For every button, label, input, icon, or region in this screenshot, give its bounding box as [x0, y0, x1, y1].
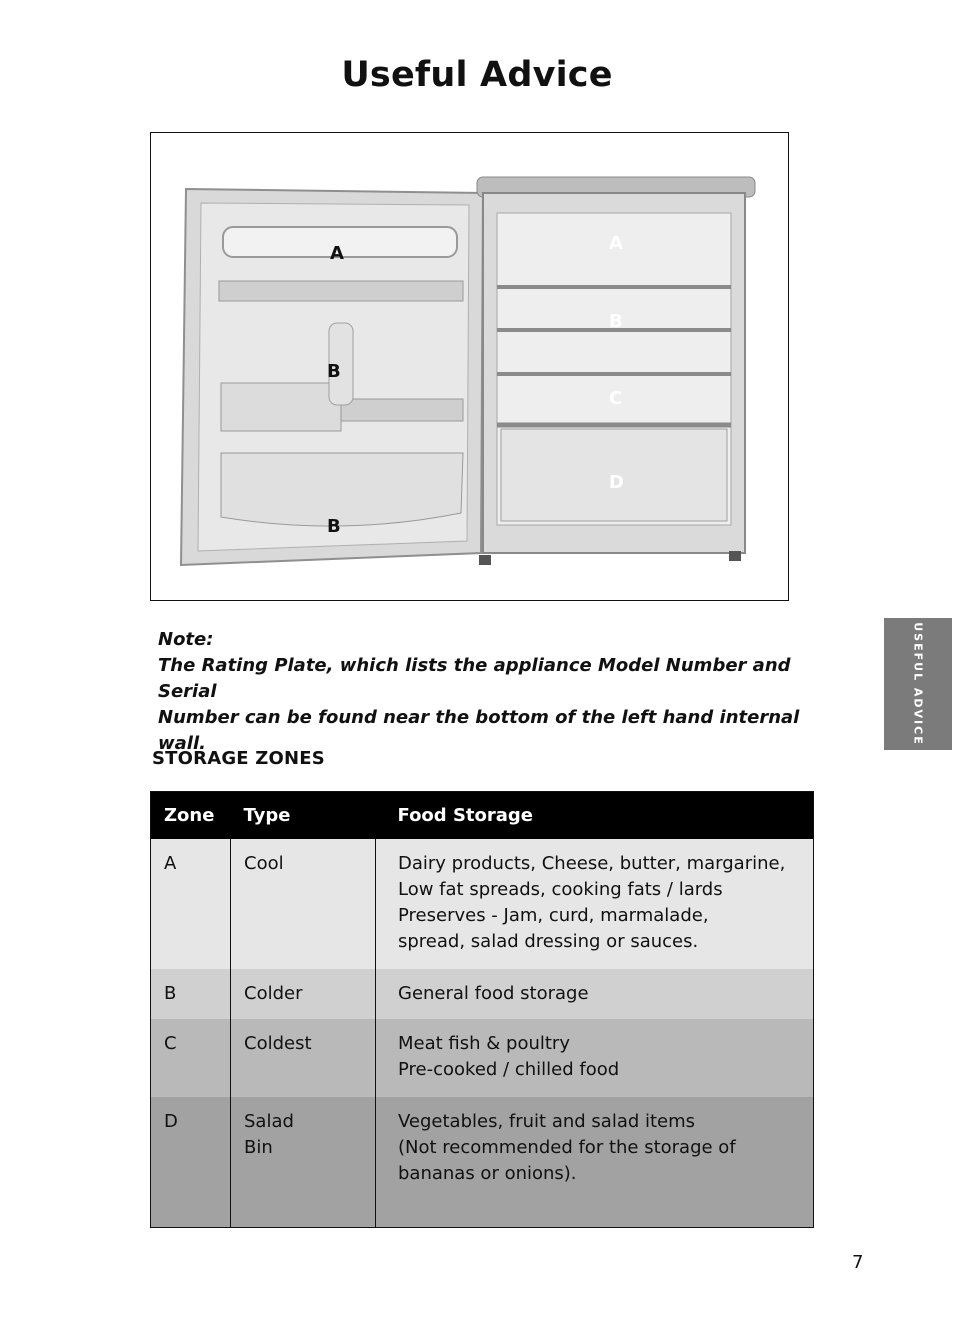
- zone-cell: C: [151, 1019, 231, 1097]
- type-line: Salad: [244, 1111, 294, 1132]
- type-cell: [231, 969, 376, 1019]
- header-food-storage: Food Storage: [376, 792, 814, 840]
- side-tab-label: USEFUL ADVICE: [911, 622, 925, 746]
- food-line: (Not recommended for the storage of: [398, 1137, 736, 1158]
- header-type: Type: [231, 792, 376, 840]
- type-line: Colder: [244, 983, 303, 1004]
- food-line: Low fat spreads, cooking fats / lards: [398, 879, 723, 900]
- food-line: Pre-cooked / chilled food: [398, 1059, 620, 1080]
- door-zone-a-label: A: [330, 243, 344, 264]
- zone-cell: D: [151, 1097, 231, 1228]
- food-line: Meat fish & poultry: [398, 1033, 570, 1054]
- note-heading: Note:: [158, 629, 214, 650]
- type-cell: [231, 839, 376, 969]
- food-storage-cell: [376, 1097, 814, 1228]
- type-line: Bin: [244, 1137, 273, 1158]
- zone-cell: A: [151, 839, 231, 969]
- food-line: bananas or onions).: [398, 1163, 577, 1184]
- page-number: 7: [852, 1252, 864, 1273]
- storage-zones-table: [150, 791, 814, 1228]
- food-storage-cell: [376, 839, 814, 969]
- note-text-line-1: The Rating Plate, which lists the appliance Model Number and Serial: [158, 655, 791, 702]
- door-zone-b-label: B: [327, 361, 341, 382]
- note-text-line-2: Number can be found near the bottom of the left hand internal wall.: [158, 707, 800, 754]
- header-zone: Zone: [151, 792, 231, 840]
- crisper-zone-d-label: D: [609, 472, 624, 493]
- table-row: [151, 1097, 814, 1228]
- refrigerator-illustration: [151, 133, 788, 600]
- food-line: Vegetables, fruit and salad items: [398, 1111, 696, 1132]
- food-line: Preserves - Jam, curd, marmalade,: [398, 905, 709, 926]
- food-storage-cell: [376, 1019, 814, 1097]
- storage-zones-heading: STORAGE ZONES: [152, 748, 325, 769]
- refrigerator-photo: [150, 132, 789, 601]
- shelf-zone-c-label: C: [609, 388, 623, 409]
- table-row: [151, 839, 814, 969]
- shelf-zone-a-label: A: [609, 233, 623, 254]
- table-row: [151, 1019, 814, 1097]
- door-bin-zone-b-label: B: [327, 516, 341, 537]
- section-side-tab: [884, 618, 952, 750]
- rating-plate-note: [158, 627, 838, 757]
- type-cell: [231, 1097, 376, 1228]
- type-line: Coldest: [244, 1033, 312, 1054]
- food-storage-cell: [376, 969, 814, 1019]
- shelf-zone-b-label: B: [609, 311, 623, 332]
- food-line: Dairy products, Cheese, butter, margarine,: [398, 853, 786, 874]
- food-line: General food storage: [398, 983, 589, 1004]
- food-line: spread, salad dressing or sauces.: [398, 931, 699, 952]
- type-cell: [231, 1019, 376, 1097]
- page-title: Useful Advice: [341, 55, 613, 95]
- table-row: [151, 969, 814, 1019]
- table-header-row: [151, 792, 814, 840]
- type-line: Cool: [244, 853, 284, 874]
- zone-cell: B: [151, 969, 231, 1019]
